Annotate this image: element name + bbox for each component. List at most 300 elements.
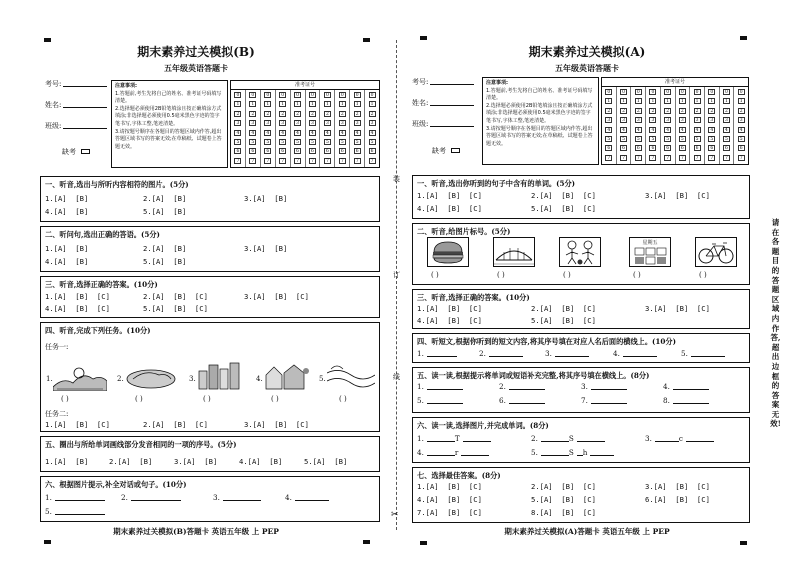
id-digit-bubble[interactable]: 0 xyxy=(339,92,346,101)
id-digit-bubble[interactable]: 3 xyxy=(309,120,316,129)
id-digit-bubble[interactable]: 7 xyxy=(605,155,612,164)
answer-sheet-a xyxy=(404,0,800,566)
id-digit-bubble[interactable]: 4 xyxy=(294,130,301,139)
id-digit-bubble[interactable]: 5 xyxy=(294,139,301,148)
id-digit-bubble[interactable]: 2 xyxy=(708,108,715,117)
class-field[interactable]: 班级: xyxy=(412,119,474,129)
id-digit-bubble[interactable]: 5 xyxy=(664,136,671,145)
id-digit-bubble[interactable]: 5 xyxy=(694,136,701,145)
id-digit-bubble[interactable]: 6 xyxy=(664,145,671,154)
id-digit-bubble[interactable]: 2 xyxy=(620,108,627,117)
answer-option[interactable]: 6.[A] [B] [C] xyxy=(645,495,710,504)
village-picture xyxy=(264,361,310,391)
id-digit-bubble[interactable]: 0 xyxy=(620,89,627,98)
section-title: 三、听音,选择正确的答案。(10分) xyxy=(417,293,530,302)
id-digit-bubble[interactable]: 3 xyxy=(635,117,642,126)
answer-blank[interactable]: 2. xyxy=(499,382,545,391)
id-digit-bubble[interactable]: 2 xyxy=(339,111,346,120)
id-digit-bubble[interactable]: 7 xyxy=(294,158,301,167)
id-digit-bubble[interactable]: 3 xyxy=(354,120,361,129)
id-digit-bubble[interactable]: 5 xyxy=(679,136,686,145)
id-digit-bubble[interactable]: 6 xyxy=(708,145,715,154)
side-warning-note: 请在各题目的答题区域内作答,超出边框的答案无效! xyxy=(770,218,781,429)
id-digit-bubble[interactable]: 0 xyxy=(324,92,331,101)
id-digit-bubble[interactable]: 1 xyxy=(738,98,745,107)
answer-option[interactable]: 3.[A] [B] [C] xyxy=(645,304,710,313)
id-digit-bubble[interactable]: 7 xyxy=(723,155,730,164)
id-digit-bubble[interactable]: 5 xyxy=(234,139,241,148)
answer-option[interactable]: 5.[A] [B] [C] xyxy=(531,204,596,213)
id-digit-bubble[interactable]: 4 xyxy=(694,127,701,136)
id-digit-bubble[interactable]: 2 xyxy=(234,111,241,120)
exam-id-grid[interactable]: 准考证号 0 1 2 3 4 5 6 7 0 1 2 3 4 5 6 7 0 1 2 3 4 5 6 7 0 1 2 3 4 5 6 7 0 1 2 3 4 5 6 7 0 1 2 3 4 5 6 7 0 1 2 3 4 5 6 7 0 1 2 3 4 5 6 7 0 1 2 3 4 5 6 7 0 1 2 3 4 5 6 7 xyxy=(230,80,380,168)
id-digit-bubble[interactable]: 2 xyxy=(294,111,301,120)
id-digit-bubble[interactable]: 7 xyxy=(679,155,686,164)
id-digit-bubble[interactable]: 4 xyxy=(738,127,745,136)
id-digit-bubble[interactable]: 1 xyxy=(234,101,241,110)
id-digit-bubble[interactable]: 0 xyxy=(234,92,241,101)
id-digit-bubble[interactable]: 0 xyxy=(649,89,656,98)
id-digit-bubble[interactable]: 6 xyxy=(309,148,316,157)
section-2 xyxy=(412,223,750,285)
id-digit-column xyxy=(276,90,291,167)
answer-option[interactable]: 2.[A] [B] xyxy=(109,457,153,466)
id-digit-bubble[interactable]: 2 xyxy=(279,111,286,120)
section-title: 四、听短文,根据你听到的短文内容,将其序号填在对应人名后面的横线上。(10分) xyxy=(417,337,676,346)
id-digit-bubble[interactable]: 0 xyxy=(354,92,361,101)
fold-mark: 装 xyxy=(393,175,400,183)
answer-blank[interactable]: 3. xyxy=(545,349,589,358)
answer-blank[interactable]: 1. xyxy=(45,493,105,502)
id-digit-bubble[interactable]: 4 xyxy=(620,127,627,136)
id-digit-bubble[interactable]: 0 xyxy=(635,89,642,98)
id-digit-bubble[interactable]: 5 xyxy=(369,139,376,148)
id-digit-bubble[interactable]: 1 xyxy=(649,98,656,107)
answer-blank[interactable]: 1. xyxy=(417,382,463,391)
page-subtitle: 五年级英语答题卡 xyxy=(164,63,228,73)
id-digit-bubble[interactable]: 7 xyxy=(708,155,715,164)
id-digit-bubble[interactable]: 4 xyxy=(679,127,686,136)
id-digit-bubble[interactable]: 3 xyxy=(249,120,256,129)
id-digit-bubble[interactable]: 2 xyxy=(635,108,642,117)
id-digit-bubble[interactable]: 5 xyxy=(620,136,627,145)
id-digit-bubble[interactable]: 3 xyxy=(279,120,286,129)
id-digit-bubble[interactable]: 3 xyxy=(679,117,686,126)
id-digit-bubble[interactable]: 6 xyxy=(234,148,241,157)
id-digit-bubble[interactable]: 5 xyxy=(635,136,642,145)
id-digit-bubble[interactable]: 5 xyxy=(605,136,612,145)
id-digit-bubble[interactable]: 1 xyxy=(369,101,376,110)
id-digit-bubble[interactable]: 4 xyxy=(369,130,376,139)
exam-no-field[interactable]: 考号: xyxy=(412,77,474,87)
class-field[interactable]: 班级: xyxy=(45,121,107,131)
answer-blank[interactable]: 7. xyxy=(581,396,627,405)
id-digit-bubble[interactable]: 2 xyxy=(324,111,331,120)
id-digit-bubble[interactable]: 2 xyxy=(249,111,256,120)
answer-blank[interactable]: 5. xyxy=(417,396,463,405)
id-digit-bubble[interactable]: 7 xyxy=(694,155,701,164)
id-digit-column xyxy=(602,87,617,164)
id-digit-bubble[interactable]: 5 xyxy=(339,139,346,148)
id-digit-bubble[interactable]: 1 xyxy=(679,98,686,107)
section-6 xyxy=(412,417,750,463)
answer-option[interactable]: 2.[A] [B] [C] xyxy=(531,191,596,200)
id-digit-column xyxy=(291,90,306,167)
id-digit-bubble[interactable]: 3 xyxy=(723,117,730,126)
fold-mark: 订 xyxy=(393,271,400,279)
id-digit-bubble[interactable]: 0 xyxy=(309,92,316,101)
name-field[interactable]: 姓名: xyxy=(412,98,474,108)
id-digit-bubble[interactable]: 2 xyxy=(738,108,745,117)
id-digit-bubble[interactable]: 6 xyxy=(635,145,642,154)
city-picture xyxy=(197,361,241,391)
id-digit-bubble[interactable]: 4 xyxy=(649,127,656,136)
id-digit-bubble[interactable]: 2 xyxy=(605,108,612,117)
id-digit-column xyxy=(617,87,632,164)
id-digit-bubble[interactable]: 0 xyxy=(294,92,301,101)
section-title: 三、听音,选择正确的答案。(10分) xyxy=(45,280,158,289)
id-digit-bubble[interactable]: 6 xyxy=(679,145,686,154)
id-digit-bubble[interactable]: 3 xyxy=(234,120,241,129)
answer-option[interactable]: 3.[A] [B] [C] xyxy=(244,420,309,429)
answer-option[interactable]: 8.[A] [B] [C] xyxy=(531,508,596,517)
answer-option[interactable]: 1.[A] [B] xyxy=(45,457,89,466)
answer-option[interactable]: 4.[A] [B] [C] xyxy=(45,304,110,313)
answer-option[interactable]: 5.[A] [B] [C] xyxy=(531,495,596,504)
id-digit-bubble[interactable]: 0 xyxy=(664,89,671,98)
answer-option[interactable]: 3.[A] [B] xyxy=(174,457,218,466)
id-digit-bubble[interactable]: 4 xyxy=(249,130,256,139)
id-digit-bubble[interactable]: 5 xyxy=(649,136,656,145)
id-digit-bubble[interactable]: 4 xyxy=(279,130,286,139)
sunrise-picture xyxy=(53,363,107,391)
id-digit-bubble[interactable]: 7 xyxy=(339,158,346,167)
id-digit-bubble[interactable]: 7 xyxy=(264,158,271,167)
answer-paren[interactable]: ( ) xyxy=(339,395,347,403)
answer-blank[interactable]: 4. xyxy=(285,493,329,502)
id-digit-bubble[interactable]: 7 xyxy=(620,155,627,164)
id-digit-bubble[interactable]: 6 xyxy=(605,145,612,154)
answer-blank[interactable]: 3. xyxy=(213,493,261,502)
exam-id-grid[interactable]: 准考证号 0 1 2 3 4 5 6 7 0 1 2 3 4 5 6 7 0 1 2 3 4 5 6 7 0 1 2 3 4 5 6 7 0 1 2 3 4 5 6 7 0 1 2 3 4 5 6 7 0 1 2 3 4 5 6 7 0 1 2 3 4 5 6 7 0 1 2 3 4 5 6 7 0 1 2 3 4 5 6 7 xyxy=(601,77,749,165)
id-digit-bubble[interactable]: 0 xyxy=(605,89,612,98)
answer-option[interactable]: 1.[A] [B] xyxy=(45,194,89,203)
answer-blank[interactable]: 1. xyxy=(417,349,457,358)
id-digit-bubble[interactable]: 3 xyxy=(708,117,715,126)
id-digit-bubble[interactable]: 7 xyxy=(738,155,745,164)
answer-blank[interactable]: 3. xyxy=(581,382,627,391)
task-1-label: 任务一: xyxy=(45,343,69,351)
answer-option[interactable]: 1.[A] [B] [C] xyxy=(417,304,482,313)
id-digit-bubble[interactable]: 7 xyxy=(249,158,256,167)
answer-blank[interactable]: 5. xyxy=(45,507,105,516)
answer-option[interactable]: 5.[A] [B] xyxy=(143,257,187,266)
id-digit-bubble[interactable]: 1 xyxy=(708,98,715,107)
id-digit-bubble[interactable]: 4 xyxy=(234,130,241,139)
answer-option[interactable]: 3.[A] [B] [C] xyxy=(244,292,309,301)
section-title: 五、圈出与所给单词画线部分发音相同的一项的序号。(5分) xyxy=(45,440,237,449)
answer-paren[interactable]: ( ) xyxy=(497,271,505,279)
id-digit-bubble[interactable]: 5 xyxy=(249,139,256,148)
id-digit-columns xyxy=(231,90,379,167)
id-digit-bubble[interactable]: 6 xyxy=(694,145,701,154)
picture-number: 1. xyxy=(46,375,53,383)
section-1 xyxy=(40,176,380,222)
name-field[interactable]: 姓名: xyxy=(45,100,107,110)
id-digit-bubble[interactable]: 7 xyxy=(354,158,361,167)
id-digit-bubble[interactable]: 0 xyxy=(279,92,286,101)
section-title: 七、选择最佳答案。(8分) xyxy=(417,471,501,480)
id-digit-bubble[interactable]: 3 xyxy=(294,120,301,129)
answer-option[interactable]: 1.[A] [B] [C] xyxy=(417,482,482,491)
id-digit-bubble[interactable]: 3 xyxy=(664,117,671,126)
answer-blank[interactable]: 4. xyxy=(613,349,657,358)
page-title: 期末素养过关模拟(A) xyxy=(528,45,646,59)
picture-number: 4. xyxy=(256,375,263,383)
id-digit-bubble[interactable]: 4 xyxy=(324,130,331,139)
answer-blank[interactable]: 4. xyxy=(663,382,709,391)
id-digit-bubble[interactable]: 7 xyxy=(234,158,241,167)
word-blank[interactable]: 4. r xyxy=(417,448,489,457)
id-digit-bubble[interactable]: 1 xyxy=(309,101,316,110)
id-digit-column xyxy=(320,90,335,167)
id-digit-bubble[interactable]: 5 xyxy=(738,136,745,145)
answer-option[interactable]: 3.[A] [B] xyxy=(244,244,288,253)
id-digit-bubble[interactable]: 1 xyxy=(294,101,301,110)
hamburger-picture xyxy=(427,237,469,267)
id-digit-column xyxy=(720,87,735,164)
answer-paren[interactable]: ( ) xyxy=(271,395,279,403)
id-digit-bubble[interactable]: 1 xyxy=(635,98,642,107)
id-digit-bubble[interactable]: 2 xyxy=(369,111,376,120)
answer-option[interactable]: 5.[A] [B] [C] xyxy=(531,316,596,325)
scissors-icon: ✂ xyxy=(391,510,399,520)
answer-blank[interactable]: 6. xyxy=(499,396,545,405)
answer-option[interactable]: 4.[A] [B] xyxy=(45,207,89,216)
answer-paren[interactable]: ( ) xyxy=(563,271,571,279)
answer-option[interactable]: 5.[A] [B] xyxy=(304,457,348,466)
id-digit-bubble[interactable]: 6 xyxy=(294,148,301,157)
id-digit-bubble[interactable]: 1 xyxy=(264,101,271,110)
id-digit-bubble[interactable]: 5 xyxy=(354,139,361,148)
id-digit-bubble[interactable]: 4 xyxy=(264,130,271,139)
kids-playing-picture xyxy=(559,237,601,267)
answer-option[interactable]: 2.[A] [B] [C] xyxy=(531,304,596,313)
answer-option[interactable]: 4.[A] [B] [C] xyxy=(417,495,482,504)
answer-option[interactable]: 3.[A] [B] [C] xyxy=(645,191,710,200)
id-digit-bubble[interactable]: 2 xyxy=(664,108,671,117)
id-digit-column xyxy=(646,87,661,164)
id-digit-bubble[interactable]: 2 xyxy=(264,111,271,120)
id-digit-bubble[interactable]: 5 xyxy=(708,136,715,145)
answer-blank[interactable]: 8. xyxy=(663,396,709,405)
id-digit-bubble[interactable]: 5 xyxy=(309,139,316,148)
id-digit-bubble[interactable]: 3 xyxy=(324,120,331,129)
id-digit-bubble[interactable]: 1 xyxy=(324,101,331,110)
id-digit-bubble[interactable]: 1 xyxy=(354,101,361,110)
answer-paren[interactable]: ( ) xyxy=(203,395,211,403)
answer-option[interactable]: 4.[A] [B] [C] xyxy=(417,316,482,325)
absent-mark[interactable]: 缺考 xyxy=(62,147,90,157)
id-digit-bubble[interactable]: 1 xyxy=(620,98,627,107)
id-digit-bubble[interactable]: 4 xyxy=(339,130,346,139)
id-digit-bubble[interactable]: 6 xyxy=(738,145,745,154)
answer-option[interactable]: 5.[A] [B] [C] xyxy=(143,304,208,313)
section-title: 二、听音,给图片标号。(5分) xyxy=(417,227,511,236)
section-title: 四、听音,完成下列任务。(10分) xyxy=(45,326,151,335)
answer-option[interactable]: 2.[A] [B] xyxy=(143,244,187,253)
id-digit-bubble[interactable]: 3 xyxy=(264,120,271,129)
id-digit-bubble[interactable]: 0 xyxy=(738,89,745,98)
answer-option[interactable]: 3.[A] [B] [C] xyxy=(645,482,710,491)
id-digit-columns xyxy=(602,87,748,164)
answer-paren[interactable]: ( ) xyxy=(699,271,707,279)
id-digit-bubble[interactable]: 7 xyxy=(324,158,331,167)
id-digit-bubble[interactable]: 3 xyxy=(620,117,627,126)
answer-option[interactable]: 2.[A] [B] xyxy=(143,194,187,203)
section-title: 二、听问句,选出正确的答语。(5分) xyxy=(45,230,160,239)
answer-blank[interactable]: 2. xyxy=(479,349,523,358)
id-digit-bubble[interactable]: 6 xyxy=(264,148,271,157)
id-digit-bubble[interactable]: 6 xyxy=(339,148,346,157)
instructions-box: 注意事项: 1.答题前,考生先将自己的姓名、准考证号码填写清楚。 2.选择题必须使用2B铅笔填涂且按正确填涂方式填涂;非选择题必须使用0.5毫米黑色字迹的签字笔书写,字体工整,笔迹清楚。 3.请按题号顺序在各题目的答题区域内作答,超出答题区域书写的答案无效;在草稿纸、试题卷上答题无效。 xyxy=(111,80,228,168)
answer-blank[interactable]: 2. xyxy=(121,493,181,502)
id-digit-column xyxy=(676,87,691,164)
id-digit-bubble[interactable]: 4 xyxy=(354,130,361,139)
id-digit-column xyxy=(631,87,646,164)
fold-line xyxy=(396,40,397,530)
id-digit-bubble[interactable]: 6 xyxy=(620,145,627,154)
id-digit-bubble[interactable]: 6 xyxy=(279,148,286,157)
id-digit-bubble[interactable]: 5 xyxy=(324,139,331,148)
id-digit-bubble[interactable]: 0 xyxy=(708,89,715,98)
id-digit-bubble[interactable]: 6 xyxy=(369,148,376,157)
id-digit-bubble[interactable]: 4 xyxy=(309,130,316,139)
id-digit-bubble[interactable]: 7 xyxy=(309,158,316,167)
id-digit-bubble[interactable]: 4 xyxy=(708,127,715,136)
id-digit-bubble[interactable]: 3 xyxy=(339,120,346,129)
answer-option[interactable]: 3.[A] [B] xyxy=(244,194,288,203)
id-digit-bubble[interactable]: 4 xyxy=(635,127,642,136)
id-digit-bubble[interactable]: 6 xyxy=(354,148,361,157)
section-title: 六、根据图片提示,补全对话或句子。(10分) xyxy=(45,480,187,489)
id-digit-bubble[interactable]: 3 xyxy=(649,117,656,126)
answer-option[interactable]: 1.[A] [B] [C] xyxy=(45,292,110,301)
id-digit-bubble[interactable]: 6 xyxy=(324,148,331,157)
answer-option[interactable]: 4.[A] [B] xyxy=(45,257,89,266)
id-digit-column xyxy=(231,90,246,167)
id-digit-bubble[interactable]: 2 xyxy=(309,111,316,120)
answer-blank[interactable]: 5. xyxy=(681,349,725,358)
id-digit-bubble[interactable]: 1 xyxy=(694,98,701,107)
id-digit-bubble[interactable]: 7 xyxy=(664,155,671,164)
exam-no-field[interactable]: 考号: xyxy=(45,79,107,89)
id-digit-bubble[interactable]: 7 xyxy=(279,158,286,167)
id-digit-bubble[interactable]: 3 xyxy=(694,117,701,126)
id-digit-bubble[interactable]: 6 xyxy=(649,145,656,154)
id-digit-bubble[interactable]: 7 xyxy=(369,158,376,167)
task-2-label: 任务二: xyxy=(45,410,69,418)
id-digit-bubble[interactable]: 4 xyxy=(723,127,730,136)
id-digit-bubble[interactable]: 7 xyxy=(649,155,656,164)
id-digit-bubble[interactable]: 6 xyxy=(723,145,730,154)
id-digit-bubble[interactable]: 0 xyxy=(369,92,376,101)
id-digit-column xyxy=(246,90,261,167)
answer-option[interactable]: 5.[A] [B] xyxy=(143,207,187,216)
id-digit-bubble[interactable]: 1 xyxy=(605,98,612,107)
id-digit-bubble[interactable]: 1 xyxy=(664,98,671,107)
id-digit-bubble[interactable]: 3 xyxy=(369,120,376,129)
word-blank[interactable]: 5. S h xyxy=(531,448,614,457)
id-digit-bubble[interactable]: 2 xyxy=(679,108,686,117)
id-digit-bubble[interactable]: 4 xyxy=(664,127,671,136)
id-digit-column xyxy=(690,87,705,164)
id-digit-bubble[interactable]: 0 xyxy=(694,89,701,98)
id-digit-bubble[interactable]: 4 xyxy=(605,127,612,136)
id-digit-bubble[interactable]: 2 xyxy=(723,108,730,117)
id-digit-bubble[interactable]: 1 xyxy=(279,101,286,110)
id-digit-column xyxy=(661,87,676,164)
section-title: 一、听音,选出与所听内容相符的图片。(5分) xyxy=(45,180,189,189)
answer-paren[interactable]: ( ) xyxy=(633,271,641,279)
answer-paren[interactable]: ( ) xyxy=(135,395,143,403)
id-digit-bubble[interactable]: 2 xyxy=(354,111,361,120)
section-title: 五、读一读,根据提示将单词或短语补充完整,将其序号填在横线上。(8分) xyxy=(417,371,650,380)
section-title: 一、听音,选出你听到的句子中含有的单词。(5分) xyxy=(417,179,576,188)
page-title: 期末素养过关模拟(B) xyxy=(137,45,255,59)
id-digit-bubble[interactable]: 6 xyxy=(249,148,256,157)
id-digit-column xyxy=(734,87,748,164)
id-digit-bubble[interactable]: 3 xyxy=(605,117,612,126)
id-digit-bubble[interactable]: 3 xyxy=(738,117,745,126)
answer-option[interactable]: 4.[A] [B] [C] xyxy=(417,204,482,213)
id-digit-bubble[interactable]: 1 xyxy=(339,101,346,110)
answer-paren[interactable]: ( ) xyxy=(431,271,439,279)
id-digit-bubble[interactable]: 1 xyxy=(249,101,256,110)
id-digit-bubble[interactable]: 5 xyxy=(279,139,286,148)
answer-option[interactable]: 4.[A] [B] xyxy=(239,457,283,466)
absent-mark[interactable]: 缺考 xyxy=(432,146,460,156)
word-blank[interactable]: 1. T xyxy=(417,434,491,443)
answer-option[interactable]: 2.[A] [B] [C] xyxy=(143,292,208,301)
id-digit-column xyxy=(365,90,379,167)
answer-option[interactable]: 1.[A] [B] xyxy=(45,244,89,253)
id-digit-bubble[interactable]: 7 xyxy=(635,155,642,164)
section-1 xyxy=(412,175,750,219)
answer-option[interactable]: 2.[A] [B] [C] xyxy=(143,420,208,429)
id-digit-bubble[interactable]: 0 xyxy=(723,89,730,98)
id-digit-bubble[interactable]: 2 xyxy=(694,108,701,117)
section-3 xyxy=(412,289,750,329)
id-digit-column xyxy=(705,87,720,164)
id-digit-bubble[interactable]: 5 xyxy=(723,136,730,145)
id-digit-bubble[interactable]: 5 xyxy=(264,139,271,148)
id-digit-bubble[interactable]: 0 xyxy=(679,89,686,98)
picture-number: 3. xyxy=(189,375,196,383)
answer-option[interactable]: 1.[A] [B] [C] xyxy=(45,420,110,429)
word-blank[interactable]: 3. c xyxy=(645,434,714,443)
answer-option[interactable]: 2.[A] [B] [C] xyxy=(531,482,596,491)
word-blank[interactable]: 2. S xyxy=(531,434,605,443)
id-digit-bubble[interactable]: 1 xyxy=(723,98,730,107)
answer-option[interactable]: 7.[A] [B] [C] xyxy=(417,508,482,517)
section-5 xyxy=(40,436,380,472)
id-digit-bubble[interactable]: 0 xyxy=(249,92,256,101)
id-digit-bubble[interactable]: 0 xyxy=(264,92,271,101)
answer-option[interactable]: 1.[A] [B] [C] xyxy=(417,191,482,200)
answer-paren[interactable]: ( ) xyxy=(61,395,69,403)
id-digit-bubble[interactable]: 2 xyxy=(649,108,656,117)
